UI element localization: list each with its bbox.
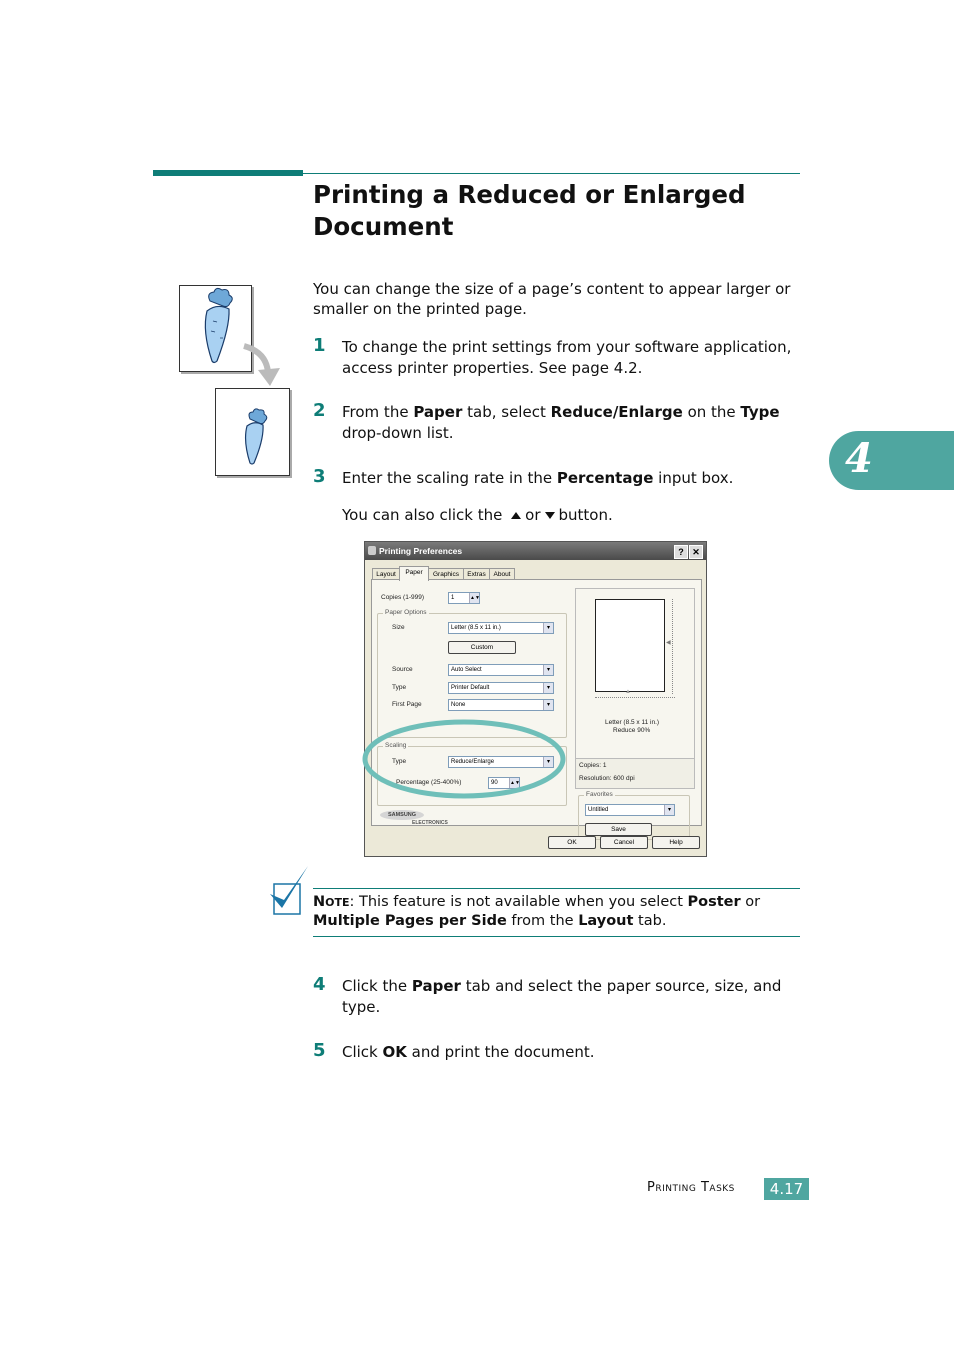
printer-icon <box>368 546 376 555</box>
step-number: 1 <box>313 335 326 356</box>
tab-about[interactable]: About <box>489 568 515 580</box>
ok-button[interactable]: OK <box>548 836 596 849</box>
step-3-text: Enter the scaling rate in the Percentage input box. <box>342 469 734 487</box>
step-number: 4 <box>313 974 326 995</box>
page-preview-panel <box>575 588 695 760</box>
up-arrow-icon <box>511 512 521 519</box>
preview-page <box>595 599 665 692</box>
step-2-text: From the Paper tab, select Reduce/Enlarge on the Type drop-down list. <box>342 403 780 442</box>
save-button[interactable]: Save <box>585 823 652 836</box>
dialog-title: Printing Preferences <box>379 546 463 556</box>
source-select[interactable]: Auto Select ▾ <box>448 664 554 676</box>
source-label: Source <box>392 666 413 673</box>
step-1-text: To change the print settings from your software application, access printer properties. See page 4.2. <box>342 338 792 377</box>
scaling-type-select[interactable]: Reduce/Enlarge ▾ <box>448 756 554 768</box>
step-5-text: Click OK and print the document. <box>342 1043 595 1061</box>
footer-page-number: 4.17 <box>764 1178 809 1200</box>
cancel-button[interactable]: Cancel <box>600 836 648 849</box>
intro-paragraph: You can change the size of a page’s content to appear larger or smaller on the printed page. <box>313 280 791 318</box>
dialog-titlebar <box>365 542 706 560</box>
copies-input[interactable]: 1 ▲▼ <box>448 592 480 604</box>
first-page-label: First Page <box>392 701 422 708</box>
resolution-info: Resolution: 600 dpi <box>579 775 635 782</box>
carrot-small-icon <box>216 389 289 475</box>
note-rule-top <box>313 888 800 889</box>
step-number: 2 <box>313 400 326 421</box>
scaling-type-label: Type <box>392 758 407 765</box>
scaling-label: Scaling <box>385 742 407 749</box>
paper-options-label: Paper Options <box>385 609 427 616</box>
help-button[interactable]: Help <box>652 836 700 849</box>
step-number: 5 <box>313 1040 326 1061</box>
type-label: Type <box>392 684 407 691</box>
step-number: 3 <box>313 466 326 487</box>
type-select[interactable]: Printer Default ▾ <box>448 682 554 694</box>
custom-button[interactable]: Custom <box>448 641 516 654</box>
tab-paper[interactable]: Paper <box>399 566 429 581</box>
chapter-tab <box>829 431 954 490</box>
tab-graphics[interactable]: Graphics <box>428 568 464 580</box>
help-icon[interactable]: ? <box>674 545 688 559</box>
highlight-ellipse <box>360 715 572 803</box>
copies-info: Copies: 1 <box>579 762 607 769</box>
down-arrow-icon <box>545 512 555 519</box>
printing-preferences-dialog <box>364 541 707 857</box>
step-3-extra: You can also click the or button. <box>342 506 613 524</box>
small-page-icon <box>215 388 290 476</box>
preview-ruler <box>595 697 675 699</box>
percentage-label: Percentage (25-400%) <box>396 779 462 786</box>
arrow-curve-icon <box>240 342 282 388</box>
preview-ruler <box>672 599 674 694</box>
tab-layout[interactable]: Layout <box>372 568 400 580</box>
header-rule-thick <box>153 170 303 176</box>
note-rule-bottom <box>313 936 800 937</box>
size-label: Size <box>392 624 405 631</box>
samsung-logo-subtitle: ELECTRONICS <box>412 820 448 826</box>
tab-extras[interactable]: Extras <box>463 568 490 580</box>
favorites-label: Favorites <box>586 791 613 798</box>
header-rule-thin <box>303 173 800 174</box>
info-panel <box>575 758 695 789</box>
first-page-select[interactable]: None ▾ <box>448 699 554 711</box>
chapter-number: 4 <box>845 435 873 482</box>
margin-marker-icon: ▲ <box>625 689 631 695</box>
note-text: NOTE: This feature is not available when you select Poster or Multiple Pages per Side from the Layout tab. <box>313 894 761 929</box>
checkmark-note-icon <box>266 864 312 918</box>
preview-line1: Letter (8.5 x 11 in.) <box>605 719 660 726</box>
preview-line2: Reduce 90% <box>613 727 651 734</box>
percentage-input[interactable]: 90 ▲▼ <box>488 777 520 789</box>
close-icon[interactable]: ✕ <box>689 545 703 559</box>
page-title: Printing a Reduced or Enlarged Document <box>313 180 746 241</box>
favorites-select[interactable]: Untitled ▾ <box>585 804 675 816</box>
copies-label: Copies (1-999) <box>381 594 424 601</box>
margin-marker-icon: ◀ <box>666 640 671 646</box>
samsung-logo: SAMSUNG <box>380 810 424 820</box>
footer-section: Printing Tasks <box>647 1180 735 1195</box>
step-4-text: Click the Paper tab and select the paper source, size, and type. <box>342 977 782 1016</box>
size-select[interactable]: Letter (8.5 x 11 in.) ▾ <box>448 622 554 634</box>
